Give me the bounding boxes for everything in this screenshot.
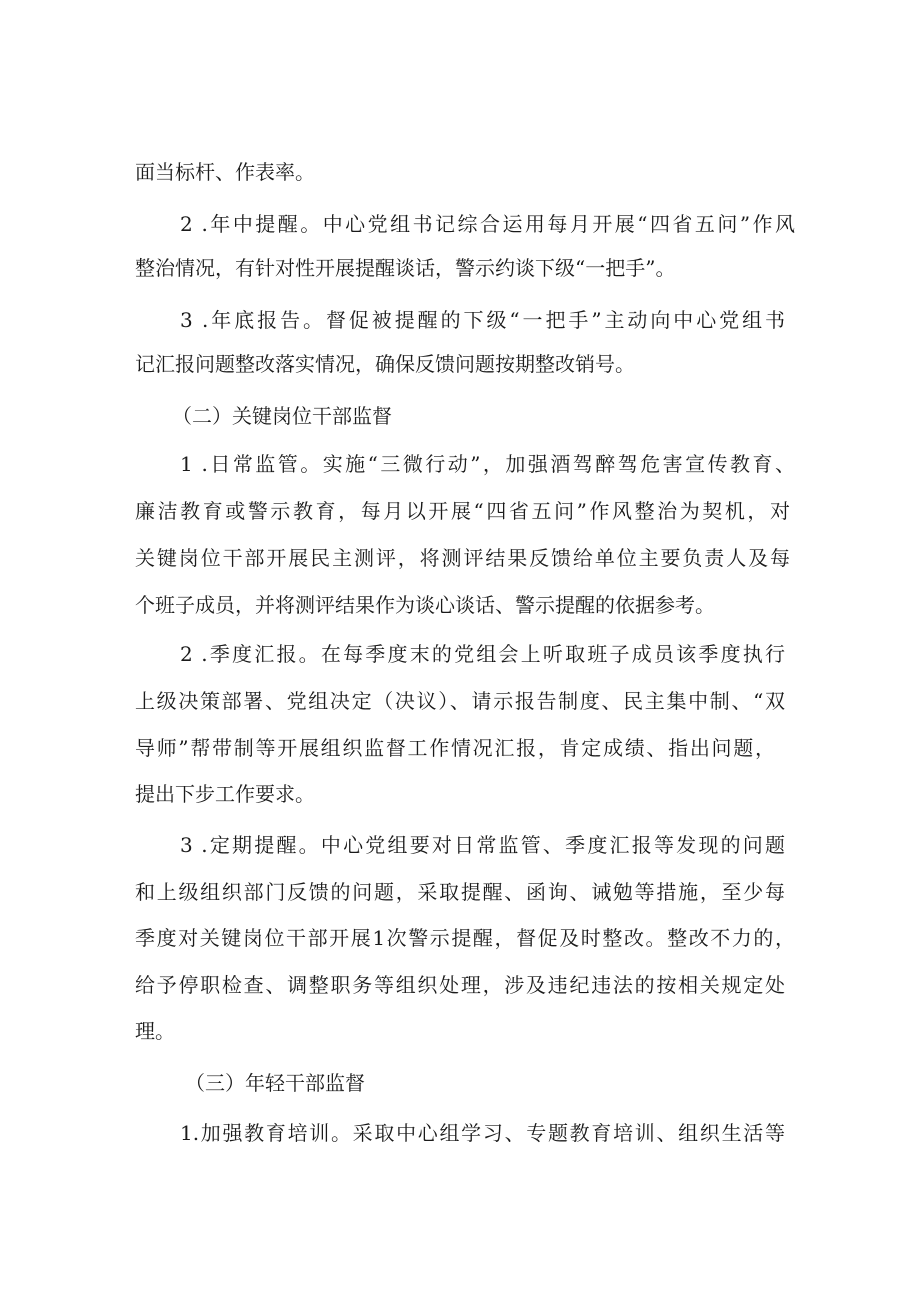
- section-heading: （三）年轻干部监督: [185, 1071, 365, 1095]
- text-line: 和上级组织部门反馈的问题，采取提醒、函询、诫勉等措施，至少每: [135, 880, 785, 904]
- text-line: 3 .定期提醒。中心党组要对日常监管、季度汇报等发现的问题: [180, 833, 785, 857]
- text-line: 1 .日常监管。实施“三微行动”，加强酒驾醉驾危害宣传教育、: [180, 452, 795, 476]
- text-line: 上级决策部署、党组决定（决议）、请示报告制度、民主集中制、“双: [135, 689, 785, 713]
- text-line: 整治情况，有针对性开展提醒谈话，警示约谈下级“一把手”。: [135, 256, 676, 280]
- text-line: 关键岗位干部开展民主测评，将测评结果反馈给单位主要负责人及每: [135, 546, 790, 570]
- text-line: 季度对关键岗位干部开展1次警示提醒，督促及时整改。整改不力的，: [135, 926, 795, 950]
- section-heading: （二）关键岗位干部监督: [172, 404, 392, 428]
- text-line: 理。: [135, 1019, 175, 1043]
- text-line: 3 .年底报告。督促被提醒的下级“一把手”主动向中心党组书: [180, 308, 785, 332]
- text-line: 2 .季度汇报。在每季度末的党组会上听取班子成员该季度执行: [180, 642, 785, 666]
- text-line: 个班子成员，并将测评结果作为谈心谈话、警示提醒的依据参考。: [135, 593, 715, 617]
- text-line: 廉洁教育或警示教育，每月以开展“四省五问”作风整治为契机，对: [135, 499, 790, 523]
- text-line: 1.加强教育培训。采取中心组学习、专题教育培训、组织生活等: [180, 1121, 785, 1145]
- text-line: 2 .年中提醒。中心党组书记综合运用每月开展“四省五问”作风: [180, 212, 795, 236]
- text-line: 面当标杆、作表率。: [135, 160, 315, 184]
- text-line: 给予停职检查、调整职务等组织处理，涉及违纪违法的按相关规定处: [135, 973, 785, 997]
- text-line: 记汇报问题整改落实情况，确保反馈问题按期整改销号。: [135, 352, 635, 376]
- text-line: 导师”帮带制等开展组织监督工作情况汇报，肯定成绩、指出问题，: [135, 736, 775, 760]
- text-line: 提出下步工作要求。: [135, 782, 315, 806]
